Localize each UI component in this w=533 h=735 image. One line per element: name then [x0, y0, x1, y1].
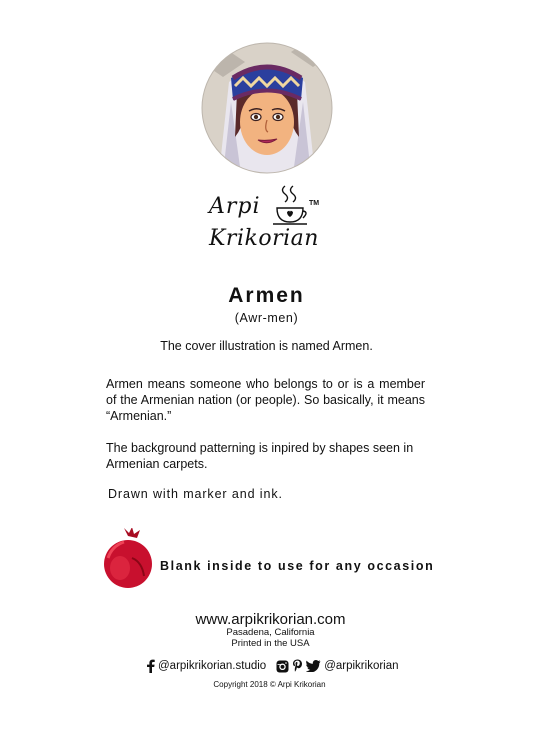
copyright-text: Copyright 2018 © Arpi Krikorian [213, 680, 326, 689]
instagram-icon[interactable] [276, 660, 289, 673]
twitter-icon[interactable] [306, 660, 321, 672]
location-text: Pasadena, California [226, 627, 315, 638]
pomegranate-icon [98, 528, 156, 590]
handle-main[interactable]: @arpikrikorian [324, 660, 399, 672]
logo-trademark: TM [309, 200, 320, 207]
logo-line-1: Arpi [209, 194, 261, 219]
website-link[interactable]: www.arpikrikorian.com [195, 611, 346, 628]
pinterest-icon[interactable] [292, 659, 303, 673]
meaning-paragraph: Armen means someone who belongs to or is a member of the Armenian nation (or people). So basically, it means “Armenian.” [106, 377, 425, 423]
portrait-illustration [201, 42, 333, 174]
pattern-paragraph: The background patterning is inpired by shapes seen in Armenian carpets. [106, 441, 414, 471]
card-name-title: Armen [228, 284, 305, 307]
brand-logo [203, 182, 331, 260]
facebook-icon[interactable] [146, 659, 155, 673]
pronunciation: (Awr-men) [234, 311, 299, 325]
logo-line-2: Krikorian [209, 226, 319, 251]
medium-text: Drawn with marker and ink. [108, 487, 283, 501]
handle-studio[interactable]: @arpikrikorian.studio [158, 660, 267, 672]
occasion-text: Blank inside to use for any occasion [160, 559, 435, 573]
social-links [146, 658, 399, 674]
intro-text: The cover illustration is named Armen. [160, 339, 373, 353]
printed-text: Printed in the USA [231, 638, 310, 649]
